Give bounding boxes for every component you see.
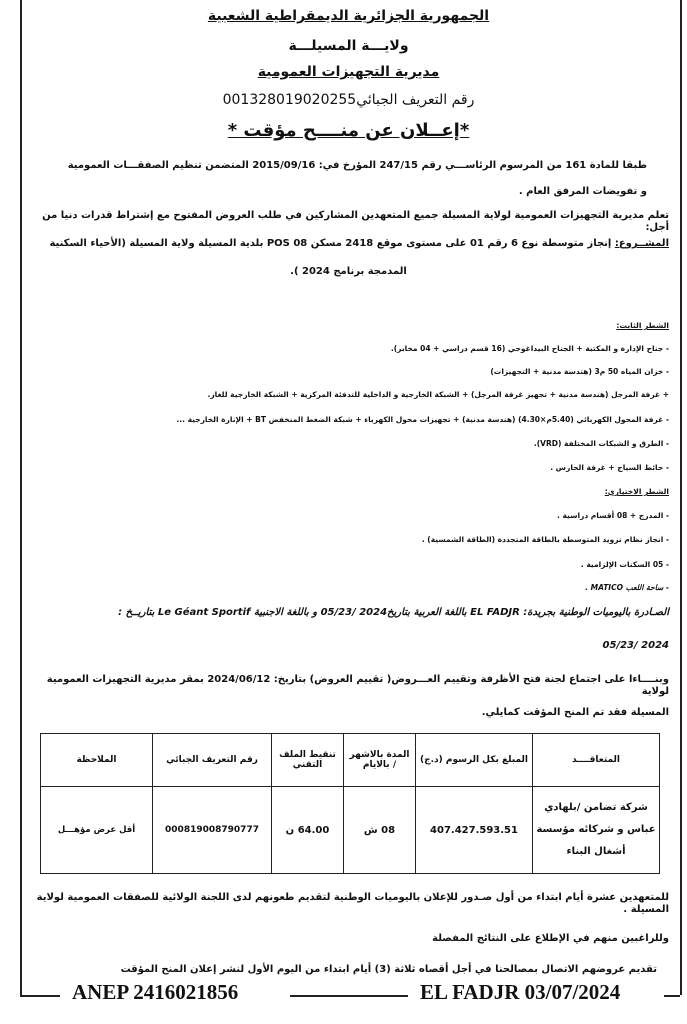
cell-duration: 08 ش	[344, 787, 416, 874]
list-item: - الطرق و الشبكات المختلفة (VRD).	[533, 439, 669, 448]
object-text: إنجاز متوسطة نوع 6 رقم 01 على مستوى موقع 2418 مسكن POS 08 بلدية المسيلة ولاية المسيلة (الأحياء السكنية	[49, 238, 612, 249]
cell-amount: 407.427.593.51	[416, 787, 533, 874]
tax-id: رقم التعريف الجبائي001328019020255	[222, 92, 475, 108]
republic-heading: الجمهورية الجزائرية الديمقراطية الشعبية	[207, 8, 490, 24]
project-object	[28, 238, 669, 250]
list-item: - 05 السكنات الإلزامية .	[580, 560, 669, 569]
footer-rule	[20, 995, 60, 997]
announcement-title: *إعــلان عن منــــح مؤقت *	[227, 120, 470, 141]
col-tax-id: رقم التعريف الجبائي	[153, 734, 272, 787]
list-item: - جناح الإدارة و المكتبة + الجناح البيداغوجي (16 قسم دراسي + 04 مخابر).	[390, 344, 669, 353]
list-item: - انجاز نظام تزويد المتوسطة بالطاقة المتجددة (الطاقة الشمسية) .	[421, 535, 669, 544]
cell-notes: أقل عرض مؤهـــل	[41, 787, 153, 874]
intro-line: و تفويضات المرفق العام .	[518, 186, 647, 197]
optional-tranche-heading: الشطر الاختياري:	[604, 487, 669, 496]
list-item: + غرفة المرجل (هندسة مدنية + تجهيز غرفة المرجل) + الشبكة الخارجية و الداخلية للتدفئة المركزية + الشبكة الخارجية للغاز.	[207, 390, 669, 399]
intro-line: طبقا للمادة 161 من المرسوم الرئاســـي رقم 247/15 المؤرخ في: 2015/09/16 المتضمن تنظيم الصفقـــات العمومية	[67, 160, 647, 171]
award-table	[40, 733, 660, 874]
col-contractor: المتعاقــــد	[533, 734, 660, 787]
intro-line: تعلم مديرية التجهيزات العمومية لولاية المسيلة جميع المتعهدين المشاركين في طلب العروض المفتوح مع إشتراط قدرات دنيا من أجل:	[42, 210, 669, 233]
cell-tax-id: 000819008790777	[153, 787, 272, 874]
anep-reference: ANEP 2416021856	[72, 980, 239, 1004]
list-item: - ساحة اللعب MATICO .	[585, 583, 669, 592]
col-duration: المدة بالاشهر / بالايام	[344, 734, 416, 787]
list-item: - حائط السياج + غرفة الحارس .	[550, 463, 669, 472]
closing-line: تقديم عروضهم الاتصال بمصالحنا في أجل أقصاه ثلاثة (3) أيام ابتداء من اليوم الأول لنشر إعلان المنح المؤقت	[120, 964, 657, 975]
closing-line: وللراغبين منهم في الإطلاع على النتائج المفصلة	[432, 933, 669, 944]
col-score: تنقيط الملف التقني	[272, 734, 344, 787]
list-item: - غرفة المحول الكهربائي (5.40م×4.30) (هندسة مدنية) + تجهيزات محول الكهرباء + شبكة الضغط المنخفض BT + الإنارة الخارجية ...	[176, 415, 669, 424]
object-label: المشــروع:	[614, 238, 669, 249]
footer-rule	[290, 995, 408, 997]
directorate-heading: مديرية التجهيزات العمومية	[257, 64, 440, 80]
closing-line: للمتعهدين عشرة أيام ابتداء من أول صـدور للإعلان باليوميات الوطنية لتقديم طعونهم لدى اللجنة الولائية للصفقات العمومية لولاية المسيلة .	[36, 892, 669, 915]
table-header-row	[41, 734, 660, 787]
meeting-line: المسيلة فقد تم المنح المؤقت كمايلي.	[481, 707, 669, 718]
footer-rule	[664, 995, 680, 997]
table-row	[41, 787, 660, 874]
list-item: - المدرج + 08 أقسام دراسية .	[557, 511, 669, 520]
publication-line: الصـادرة باليوميات الوطنية بجريدة: EL FADJR باللغة العربية بتاريخ2024 /05/23 و باللغة الاجنبية Le Géant Sportif بتاريــخ :	[118, 607, 669, 618]
cell-contractor: شركة تضامن /بلهادي عباس و شركائه مؤسسة أشغال البناء	[533, 787, 660, 874]
meeting-line: وبنــــاءا على اجتماع لجنة فتح الأظرفة وتقييم العـــروض( تقييم العروض) بتاريخ: 2024/06/12 بمقر مديرية التجهيزات العمومية لولاية	[46, 674, 669, 697]
cell-score: 64.00 ن	[272, 787, 344, 874]
list-item: - خزان المياه 50 م3 (هندسة مدنية + التجهيزات)	[490, 367, 669, 376]
col-amount: المبلغ بكل الرسوم (د.ج)	[416, 734, 533, 787]
wilaya-heading: ولايـــة المسيلـــة	[288, 38, 409, 54]
newspaper-date: EL FADJR 03/07/2024	[420, 980, 621, 1004]
fixed-tranche-heading: الشطر الثابت:	[616, 321, 669, 330]
col-notes: الملاحظة	[41, 734, 153, 787]
publication-date: 2024 /05/23	[602, 640, 669, 651]
project-object-cont: المدمجة برنامج 2024 ).	[290, 266, 407, 277]
